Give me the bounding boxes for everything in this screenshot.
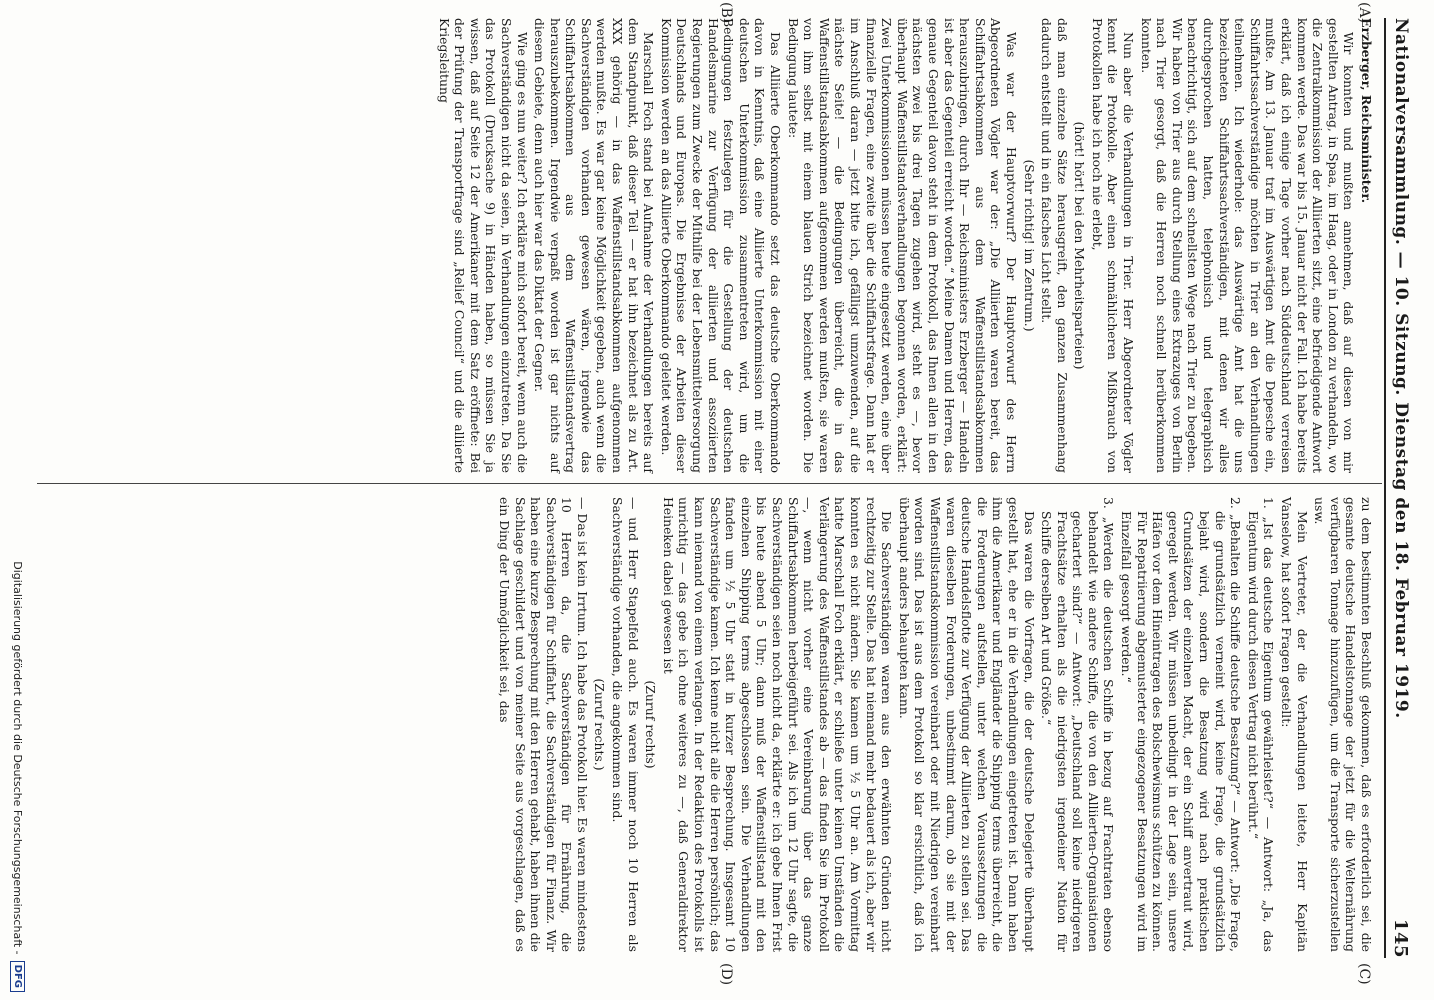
- paragraph: Nun aber die Verhandlungen in Trier. Herr Abgeordneter Vögler kennt die Protokolle. Aber einen schmählicheren Mißbrauch von Protokollen habe ich noch nie erlebt,: [1089, 18, 1137, 473]
- list-item: 2. „Behalten die Schiffe deutsche Besatzung?“ — Antwort: „Die Frage, die grundsätzlich verneint wird, keine Frage, die grundsätzlich bejaht wird, sondern die Besatzung wird nach praktischen Grundsätzen der einzelnen Macht, der ein Schiff anvertraut wird, geregelt werden. Wir müssen unbedingt in der Lage sein, unsere Häfen vor dem Hineintragen des Bolschewismus schützen zu können. Für Repatriierung abgemusterter eingezogener Besatzungen wird im Einzelfall gesorgt werden.“: [1119, 497, 1244, 952]
- margin-mark-a: (A): [1356, 2, 1372, 24]
- quoted-condition: Das Alliierte Oberkommando setzt das deutsche Oberkommando davon in Kenntnis, daß eine Alliierte Unterkommission mit einer deutschen Unterkommission zusammentreten wird, um die Bedingungen festzulegen für die Gestellung der deutschen Handelsmarine zur Verfügung der alliierten und assoziierten Regierungen zum Zwecke der Mithilfe bei der Lebensmittelversorgung Deutschlands und Europas. Die Ergebnisse der Arbeiten dieser Kommission werden an das Alliierte Oberkommando geleitet werden.: [658, 18, 784, 473]
- interjection: (hört! hört! bei den Mehrheitsparteien): [1072, 121, 1088, 370]
- paragraph: daß man einzelne Sätze herausgreift, den ganzen Zusammenhang dadurch entstellt und in ein falsches Licht stellt.: [1039, 18, 1070, 473]
- paragraph: Was war der Hauptvorwurf? Der Hauptvorwurf des Herrn Abgeordneten Vögler war der: „Die Alliierten waren bereit, das Schiffahrtsabkommen aus dem Waffenstillstandsabkommen herauszubringen, durch Ihr — Reichsministers Erzberger — Handeln ist aber das Gegenteil erreicht worden.“ Meine Damen und Herren, das genaue Gegenteil davon steht in dem Protokoll, das Ihnen allen in den nächsten zwei bis drei Tagen zugehen wird, steht es —, bevor überhaupt Waffenstillstandsverhandlungen begonnen worden, erklärt: Zwei Unterkommissionen müssen heute eingesetzt werden, eine über finanzielle Fragen, eine zweite über die Schiffahrtsfrage. Dann hat er im Anschluß daran — jetzt bitte ich, gefälligst umzuwenden, auf die nächste Seite! — die Bedingungen überreicht, die in das Waffenstillstandsabkommen aufgenommen werden mußten, sie waren von ihm selbst mit einem blauen Strich bezeichnet worden. Die Bedingung lautete:: [785, 18, 1019, 473]
- paragraph: Das waren die Vorfragen, die der deutsche Delegierte überhaupt gestellt hat, ehe er in die Verhandlungen eingetreten ist. Dann haben ihm die Amerikaner und Engländer die Shipping terms überreicht, die die Forderungen aufstellen, unter welchen Voraussetzungen die deutsche Handelsflotte zur Verfügung der Alliierten zu stellen sei. Das waren dieselben Forderungen, unbestimmt darum, ob sie mit der Waffenstillstandskommission vereinbart oder mit Niedrigen vereinbart worden sind. Das ist aus dem Protokoll so klar ersichtlich, daß ich überhaupt anders behaupten kann.: [896, 497, 1037, 952]
- paragraph: — Das ist kein Irrtum. Ich habe das Protokoll hier. Es waren mindestens 10 Herren da, die Sachverständigen für Ernährung, die Sachverständigen für Schiffahrt, die Sachverständigen für Finanz. Wir haben eine kurze Besprechung mit den Herren gehabt, haben ihnen die Sachlage geschildert und von meiner Seite aus vorgeschlagen, daß es ein Ding der Unmöglichkeit sei, das: [496, 497, 590, 952]
- running-head: Nationalversammlung. — 10. Sitzung. Dienstag den 18. Februar 1919.: [1391, 18, 1411, 719]
- column-right: [494, 497, 1374, 952]
- digitization-credit: [7, 0, 29, 1000]
- margin-mark-d: (D): [718, 963, 734, 986]
- paragraph: — und Herr Stapelfeld auch. Es waren immer noch 10 Herren als Sachverständige vorhanden, die angekommen sind.: [610, 497, 641, 952]
- interjection: (Sehr richtig! im Zentrum.): [1021, 159, 1037, 332]
- margin-mark-c: (C): [1356, 963, 1372, 985]
- list-item: 1. „Ist das deutsche Eigentum gewährleistet?“ — Antwort: „Ja, das Eigentum wird durch diesen Vertrag nicht berührt.“: [1245, 497, 1277, 952]
- speaker-line: Erzberger, Reichsminister.: [1359, 18, 1374, 204]
- credit-text: Digitalisierung gefördert durch die Deutsche Forschungsgemeinschaft -: [11, 561, 25, 955]
- paragraph: Mein Vertreter, der die Verhandlungen leitete, Herr Kapitän Vanselow, hat sofort Fragen gestellt:: [1279, 497, 1310, 952]
- page-header: [1384, 18, 1416, 958]
- dfg-logo: DFG: [11, 961, 26, 992]
- interjection: (Zuruf rechts.): [592, 678, 608, 771]
- paragraph: zu dem bestimmten Beschluß gekommen, daß es erforderlich sei, die gesamte deutsche Handelstonnage der jetzt für die Welternährung verfügbaren Tonnage hinzuzufügen, um die Transporte sicherzustellen usw.: [1312, 497, 1374, 952]
- page-number: 145: [1390, 918, 1412, 958]
- column-divider: [37, 483, 1382, 484]
- interjection: (Zuruf rechts): [643, 680, 659, 769]
- paragraph: Die Sachverständigen waren aus den erwähnten Gründen nicht rechtzeitig zur Stelle. Das hat niemand mehr bedauert als ich, aber wir konnten es nicht ändern. Sie kamen um ½ 5 Uhr an. Am Vormittag hatte Marschall Foch erklärt, er schließe unter keinen Umständen die Verlängerung des Waffenstillstandes ab — das finden Sie im Protokoll —, wenn nicht vorher eine Vereinbarung über das ganze Schiffahrtsabkommen herbeigeführt sei. Als ich um 12 Uhr sagte, die Sachverständigen seien noch nicht da, erklärte er: ich gebe Ihnen Frist bis heute abend 5 Uhr; dann muß der Waffenstillstand mit den einzelnen Shipping terms abgeschlossen sein. Die Verhandlungen fanden um ½ 5 Uhr statt in kurzer Besprechung. Insgesamt 10 Sachverständige kamen. Ich kenne nicht alle die Herren persönlich; das kann niemand von einem verlangen. In der Redaktion des Protokolls ist unrichtig — das gebe ich ohne weiteres zu —, daß Generaldirektor Heineken dabei gewesen ist: [660, 497, 895, 952]
- list-item: 3. „Werden die deutschen Schiffe in bezug auf Frachtraten ebenso behandelt wie andere Schiffe, die von den Alliierten-Organisationen gechartert sind?“ — Antwort: „Deutschland soll keine niedrigeren Frachtsätze erhalten als die niedrigsten irgendeiner Nation für Schiffe derselben Art und Größe.“: [1039, 497, 1117, 952]
- paragraph: Wie ging es nun weiter? Ich erkläre mich sofort bereit, wenn auch die Sachverständigen nicht da seien, in Verhandlungen einzutreten. Da Sie das Protokoll (Drucksache 9) in Händen haben, so müssen Sie ja wissen, daß auf Seite 12 der Amerikaner mit dem Satz eröffnete: Bei der Prüfung der Transportfrage sind „Relief Council“ und die alliierte Kriegsleitung: [436, 18, 530, 473]
- column-left: [434, 18, 1374, 473]
- paragraph: Marschall Foch stand bei Aufnahme der Verhandlungen bereits auf dem Standpunkt, daß dieser Teil — er hat ihn bezeichnet als zu Art. XXX gehörig — in das Waffenstillstandsabkommen aufgenommen werden mußte. Es war gar keine Möglichkeit gegeben, auch wenn die Sachverständigen vorhanden gewesen wären, irgendwie das Schiffahrtsabkommen aus dem Waffenstillstandsvertrag herauszubekommen. Irgendwie verpaßt worden ist gar nichts auf diesem Gebiete, denn auch hier war das Diktat der Gegner.: [532, 18, 657, 473]
- paragraph: Wir konnten und mußten annehmen, daß auf diesen von mir gestellten Antrag, in Spaa, im Haag, oder in London zu verhandeln, wo die Zentralkommission der Alliierten sitzt, eine befriedigende Antwort kommen werde. Das war bis 15. Januar nicht der Fall. Ich habe bereits erklärt, daß ich einige Tage vorher nach Süddeutschland verreisen mußte. Am 13. Januar traf im Auswärtigen Amt die Depesche ein, Schiffahrtssachverständige möchten in Trier an den Verhandlungen teilnehmen. Ich wiederhole: das Auswärtige Amt hat die uns bezeichneten Schiffahrtssachverständigen, mit denen wir alles durchgesprochen hatten, telephonisch und telegraphisch benachrichtigt, sich auf dem schnellsten Wege nach Trier zu begeben. Wir haben von Trier aus durch Stellung eines Extrazuges von Berlin nach Trier gesorgt, daß die Herren noch schnell herüberkommen konnten.: [1138, 18, 1357, 473]
- margin-mark-b: (B): [718, 2, 734, 24]
